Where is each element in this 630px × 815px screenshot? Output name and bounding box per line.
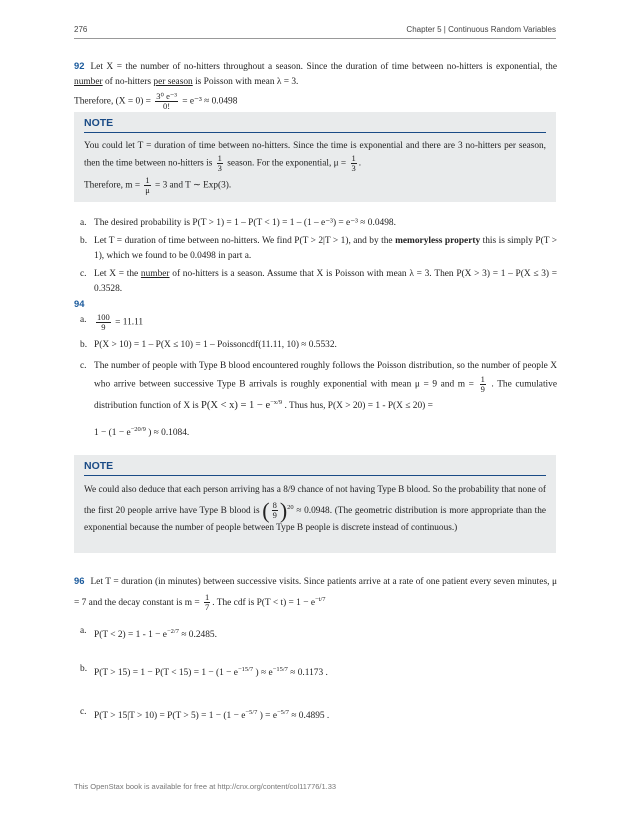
item-text: P(T < 2) = 1 - 1 − e (94, 630, 167, 641)
page-number: 276 (74, 25, 88, 34)
item-label: b. (80, 236, 88, 246)
fraction-numerator: 8 (272, 500, 277, 511)
left-paren: ( (262, 497, 270, 523)
fraction-denominator: 0! (163, 101, 171, 111)
note-title: NOTE (84, 116, 546, 133)
fraction-numerator: 3⁰ e⁻³ (156, 91, 177, 101)
note-box (74, 112, 556, 202)
item-text: The desired probability is P(T > 1) = 1 – P(T < 1) = 1 – (1 – e⁻³) = e⁻³ ≈ 0.0498. (94, 218, 396, 228)
item-text-end: ≈ 0.2485. (181, 630, 217, 641)
cdf-expression: P(X < x) = 1 − e (201, 400, 271, 412)
equation-rhs: = e⁻³ ≈ 0.0498 (182, 96, 238, 107)
note-body (74, 476, 556, 545)
fraction (480, 375, 486, 394)
equation-lhs: 1 − (1 − e (94, 428, 131, 439)
fraction-denominator: 9 (272, 510, 277, 521)
exponent: −5/7 (245, 708, 258, 716)
problem-text: Let X = the number of no-hitters throughout a season. Since the duration of time between no-hitters is exponential, the (90, 62, 557, 72)
list-item (74, 357, 557, 442)
fraction (155, 92, 178, 111)
exponent: −t/7 (315, 596, 326, 603)
cdf-expression: 1 − e (296, 598, 315, 609)
result-equation (94, 421, 557, 442)
underlined-phrase: per season (153, 77, 193, 87)
item-label: a. (80, 315, 87, 325)
item-text-mid: . The cumulative distribution function of X is (94, 379, 558, 412)
item-label: b. (80, 663, 88, 674)
note-text-end: = 3 and T ∼ Exp(3). (155, 180, 232, 191)
item-text-end: ≈ 0.1173 . (290, 667, 328, 678)
equation-lhs: Therefore, (X = 0) = (74, 96, 151, 107)
fraction-denominator: 7 (205, 602, 210, 613)
fraction (351, 154, 357, 173)
list-item (74, 267, 557, 297)
fraction-numerator: 1 (217, 153, 222, 163)
list-item (74, 662, 557, 681)
exponent: −x/9 (270, 399, 283, 406)
footer-text: This OpenStax book is available for free at http://cnx.org/content/col11776/1.33 (74, 782, 337, 791)
item-text: Let T = duration of time between no-hitters. We find P(T > 2|T > 1), and by the (94, 236, 393, 246)
fraction-numerator: 100 (97, 312, 110, 322)
note-body (74, 133, 556, 203)
item-text: P(X > 10) = 1 – P(X ≤ 10) = 1 – Poissoncdf(11.11, 10) ≈ 0.5532. (94, 340, 337, 350)
item-text-end: ≈ 0.4895 . (291, 710, 330, 721)
item-text: The number of people with Type B blood encountered roughly follows the Poisson distribution, so the number of people X who arrive between successive Type B arrivals is roughly exponential with mean μ = 9 and m = (94, 361, 557, 390)
problem-text-mid: . The cdf is P(T < t) = (212, 598, 294, 609)
list-item (74, 216, 557, 231)
problem-text-end: is Poisson with mean λ = 3. (195, 77, 299, 87)
note-text-end: . (358, 158, 362, 169)
problem-92 (74, 58, 557, 111)
note-text-end: . (The geometric distribution is more appropriate than the exponential because the number of people between Type B people is discrete instead of continuous.) (84, 506, 547, 534)
fraction-denominator: 9 (101, 322, 106, 332)
underlined-word: number (74, 77, 103, 87)
problem-text: Let T = duration (in minutes) between successive visits. Since patients arrive at a rate of one patient every seven minutes, μ = 7 and the decay constant is m = (74, 577, 557, 609)
fraction (144, 176, 150, 195)
exponent: −15/7 (237, 665, 254, 673)
item-text: P(T > 15) = 1 − P(T < 15) = 1 − (1 − e (94, 667, 238, 678)
exponent: −2/7 (166, 628, 179, 636)
header-rule (74, 38, 556, 39)
list-item (74, 338, 557, 353)
item-text-end: of no-hitters is a season. Assume that X is Poisson with mean λ = 3. Then P(X > 3) = 1 – P(X ≤ 3) = 0.3528. (94, 269, 558, 294)
item-text-mid: . Thus hus, P(X > 20) = 1 - P(X ≤ 20) = (284, 401, 433, 412)
exponent: −5/7 (276, 708, 289, 716)
note-box (74, 455, 556, 553)
fraction-numerator: 1 (205, 592, 210, 603)
note-text: Therefore, m = (84, 180, 141, 191)
fraction-denominator: 9 (480, 384, 485, 394)
problem-number: 94 (74, 298, 85, 309)
problem-96 (74, 572, 557, 724)
item-label: a. (80, 626, 87, 637)
exponent: −20/9 (130, 426, 146, 434)
list-item (74, 624, 557, 643)
item-text: = 11.11 (115, 317, 144, 328)
list-item (74, 313, 557, 332)
fraction (272, 501, 278, 520)
problem-94 (74, 296, 557, 442)
item-text-mid: ) ≈ e (255, 667, 273, 678)
list-item (74, 705, 557, 724)
therefore-equation (74, 92, 557, 111)
note-text-mid: season. For the exponential, μ = (227, 158, 347, 169)
item-label: c. (80, 361, 87, 371)
problem-92-parts (74, 216, 557, 297)
fraction-denominator: μ (145, 185, 150, 195)
fraction (217, 154, 223, 173)
equation-rhs: ) ≈ 0.1084. (148, 428, 190, 439)
fraction-numerator: 1 (480, 374, 485, 384)
approx-value: ≈ 0.0948 (296, 506, 330, 517)
note-text: We could also deduce that each person arriving has a 8/9 chance of not having Type B blood. So the probability that none of the first 20 people arrive have Type B blood is (84, 485, 546, 517)
item-text-end: this is simply P(T > 1), which we found to be 0.0498 in part a. (94, 236, 558, 261)
fraction-denominator: 3 (351, 163, 356, 173)
fraction-numerator: 1 (145, 175, 150, 185)
problem-text-mid: of no-hitters (104, 77, 152, 87)
list-item (74, 234, 557, 264)
fraction-numerator: 1 (351, 153, 356, 163)
underlined-word: number (140, 269, 170, 279)
item-text: P(T > 15|T > 10) = P(T > 5) = 1 − (1 − e (94, 710, 246, 721)
right-paren: ) (279, 497, 288, 523)
fraction (96, 313, 111, 332)
item-label: c. (80, 269, 87, 279)
problem-number: 92 (74, 60, 85, 71)
note-title: NOTE (84, 459, 546, 476)
problem-number: 96 (74, 575, 85, 586)
note-text: You could let T = duration of time between no-hitters. Since the time is exponential and there are 3 no-hitters per season, then the time between no-hitters is (84, 141, 546, 169)
item-label: c. (80, 706, 87, 717)
item-text: Let X = the (94, 269, 139, 279)
exponent: 20 (287, 504, 294, 511)
bold-term: memoryless property (395, 236, 481, 246)
fraction-denominator: 3 (217, 163, 222, 173)
item-label: a. (80, 218, 87, 228)
chapter-title: Chapter 5 | Continuous Random Variables (406, 25, 556, 34)
exponent: −15/7 (272, 665, 288, 673)
fraction (204, 593, 210, 612)
item-label: b. (80, 340, 88, 350)
item-text-mid: ) = e (259, 710, 277, 721)
